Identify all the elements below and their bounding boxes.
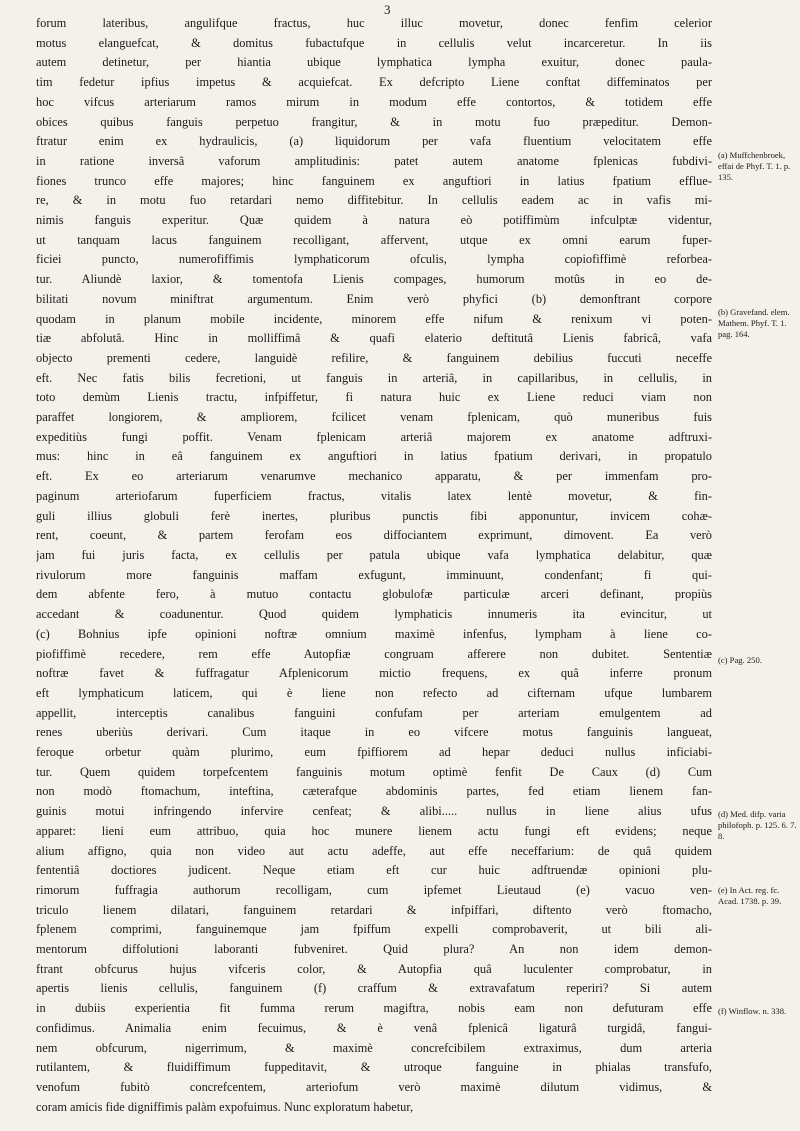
text-line: dem abfente fero, à mutuo contactu globulofæ particulæ arceri definant, propiùs bbox=[36, 587, 712, 602]
page-number: 3 bbox=[384, 2, 391, 17]
text-line: rivulorum more fanguinis maffam exfugunt, imminuunt, condenfant; fi qui- bbox=[36, 567, 712, 582]
text-line: ftrant obfcurus hujus vifceris color, & Autopfia quâ luculenter comprobatur, in bbox=[36, 961, 712, 976]
text-line: jam fui juris facta, ex cellulis per patula ubique vafa lymphatica delabitur, quæ bbox=[36, 547, 712, 562]
text-line: paraffet longiorem, & ampliorem, fcilicet venam fplenicam, quò muneribus fuis bbox=[36, 410, 712, 425]
text-line: mentorum diffolutioni laboranti fubveniret. Quid plura? An non idem demon- bbox=[36, 942, 712, 957]
text-line: ut tanquam lacus fanguinem recolligant, affervent, utque ex omni earum fuper- bbox=[36, 232, 712, 247]
text-line: fententiâ doctiores judicent. Neque etiam eft cur huic adftruendæ opinioni plu- bbox=[36, 863, 712, 878]
text-line: renes uberiùs derivari. Cum itaque in eo vifcere motus fanguinis langueat, bbox=[36, 725, 712, 740]
text-line: coram amicis fide digniffimis palàm expofuimus. Nunc exploratum habetur, bbox=[36, 1099, 414, 1114]
margin-note-d: (d) Med. difp. varia philofoph. p. 125. 6. 7. 8. bbox=[718, 809, 797, 841]
body-text bbox=[36, 14, 712, 1117]
text-line: apertis lienis cellulis, fanguinem (f) craffum & extravafatum reperiri? Si autem bbox=[36, 981, 712, 996]
margin-note-b: (b) Gravefand. elem. Mathem. Phyf. T. 1. pag. 164. bbox=[718, 307, 790, 339]
text-line: rent, coeunt, & partem ferofam eos diffociantem exprimunt, dimovent. Ea verò bbox=[36, 528, 712, 543]
margin-note-a: (a) Muffchenbroek, effai de Phyf. T. 1. p. 135. bbox=[718, 150, 791, 182]
text-line: (c) Bohnius ipfe opinioni noftræ omnium maximè infenfus, lympham à liene co- bbox=[36, 626, 712, 641]
text-line: objecto prementi cedere, languidè refilire, & fanguinem debilius fuccuti neceffe bbox=[36, 350, 712, 365]
text-line: fplenem comprimi, fanguinemque jam fpiffum expelli comprobaverit, ut bili ali- bbox=[36, 922, 712, 937]
margin-note-e: (e) In Act. reg. fc. Acad. 1738. p. 39. bbox=[718, 885, 782, 906]
text-line: eft. Nec fatis bilis fecretioni, ut fanguis in arteriâ, in capillaribus, in cellulis, in bbox=[36, 370, 712, 385]
text-line: eft. Ex eo arteriarum venarumve mechanico apparatu, & per immenfam pro- bbox=[36, 469, 712, 484]
text-line: tur. Quem quidem torpefcentem fanguinis motum optimè fenfit De Caux (d) Cum bbox=[36, 764, 712, 779]
text-line: tur. Aliundè laxior, & tomentofa Lienis compages, humorum motûs in eo de- bbox=[36, 272, 712, 287]
text-line: rutilantem, & fluidiffimum fuppeditavit, & utroque fanguine in phialas transfufo, bbox=[36, 1060, 712, 1075]
text-line: quodam in planum mobile incidente, minorem effe nifum & renixum vi poten- bbox=[36, 311, 712, 326]
text-line: noftræ favet & fuffragatur Afplenicorum mictio frequens, ex quâ inferre pronum bbox=[36, 666, 712, 681]
text-line: motus elanguefcat, & domitus fubactufque in cellulis velut incarceretur. In iis bbox=[36, 35, 712, 50]
text-line: venofum fubitò concrefcentem, arteriofum verò maximè dilutum vidimus, & bbox=[36, 1079, 712, 1094]
text-line: tim fedetur ipfius impetus & acquiefcat. Ex defcripto Liene conftat diffeminatos per bbox=[36, 75, 712, 90]
text-line: accedant & coadunentur. Quod quidem lymphaticis innumeris ita evincitur, ut bbox=[36, 607, 712, 622]
text-line: fiones trunco effe majores; hinc fanguinem ex anguftiori in latius fpatium efflue- bbox=[36, 173, 712, 188]
text-line: in ratione inversâ vaforum amplitudinis: patet autem anatome fplenicas fubdivi- bbox=[36, 153, 712, 168]
text-line: appellit, interceptis canalibus fanguini confufam per arteriam emulgentem ad bbox=[36, 705, 712, 720]
text-line: bilitati novum miniftrat argumentum. Enim verò phyfici (b) demonftrant corpore bbox=[36, 291, 712, 306]
text-line: forum lateribus, angulifque fractus, huc illuc movetur, donec fenfim celerior bbox=[36, 16, 712, 30]
text-line: nimis fanguis experitur. Quæ quidem à natura eò potiffimùm infculptæ videntur, bbox=[36, 213, 712, 228]
text-line: alium affigno, quia non video aut actu adeffe, aut effe neceffarium: de quâ quidem bbox=[36, 843, 712, 858]
text-line: obices quibus fanguis perpetuo frangitur, & in motu fuo præpeditur. Demon- bbox=[36, 114, 712, 129]
text-line: confidimus. Animalia enim fecuimus, & è venâ fplenicâ ligaturâ turgidâ, fangui- bbox=[36, 1020, 712, 1035]
text-line: tiæ abfolutâ. Hinc in molliffimâ & quafi elaterio deftitutâ Lienis fabricâ, vafa bbox=[36, 331, 712, 346]
text-line: re, & in motu fuo retardari nemo diffitebitur. In cellulis eadem ac in vafis mi- bbox=[36, 193, 712, 208]
text-line: rimorum fuffragia authorum recolligam, cum ipfemet Lieutaud (e) vacuo ven- bbox=[36, 882, 712, 897]
text-line: eft lymphaticum laticem, qui è liene non refecto ad cifternam ufque lumbarem bbox=[36, 685, 712, 700]
margin-note-f: (f) Winflow. n. 338. bbox=[718, 1006, 787, 1016]
text-line: guinis motui infringendo infervire cenfeat; & alibi..... nullus in liene alius ufus bbox=[36, 804, 712, 819]
text-line: mus: hinc in eâ fanguinem ex anguftiori in latius fpatium derivari, in propatulo bbox=[36, 449, 712, 464]
text-line: ftratur enim ex hydraulicis, (a) liquidorum per vafa fluentium velocitatem effe bbox=[36, 134, 712, 149]
margin-notes bbox=[718, 0, 798, 1131]
text-line: hoc vifcus arteriarum ramos mirum in modum effe contortos, & totidem effe bbox=[36, 94, 712, 109]
text-line: toto demùm Lienis tractu, infpiffetur, fi natura huic ex Liene reduci viam non bbox=[36, 390, 712, 405]
text-line: apparet: lieni eum attribuo, quia hoc munere lienem actu fungi eft evidens; neque bbox=[36, 823, 712, 838]
text-line: triculo lienem dilatari, fanguinem retardari & infpiffari, diftento verò ftomacho, bbox=[36, 902, 712, 917]
text-line: nem obfcurum, nigerrimum, & maximè concrefcibilem extraximus, dum arteria bbox=[36, 1040, 712, 1055]
margin-note-c: (c) Pag. 250. bbox=[718, 655, 762, 665]
text-line: autem detinetur, per hiantia ubique lymphatica lympha exuitur, donec paula- bbox=[36, 55, 712, 70]
text-line: non modò ftomachum, inteftina, cæterafque abdominis partes, fed etiam lienem fan- bbox=[36, 784, 712, 799]
text-line: piofiffimè recedere, rem effe Autopfiæ congruam afferere non dubitet. Sententiæ bbox=[36, 646, 712, 661]
text-line: paginum arteriofarum fuperficiem fractus, vitalis latex lentè movetur, & fin- bbox=[36, 488, 712, 503]
text-line: ficiei puncto, numerofiffimis lymphaticorum ofculis, lympha copiofiffimè reforbea- bbox=[36, 252, 712, 267]
text-line: feroque orbetur quàm plurimo, eum fpiffiorem ad hepar deduci nullus inficiabi- bbox=[36, 745, 712, 760]
text-line: in dubiis experientia fit fumma rerum magiftra, nobis eam non defuturam effe bbox=[36, 1001, 712, 1016]
text-line: expeditiùs fungi poffit. Venam fplenicam arteriâ majorem ex anatome adftruxi- bbox=[36, 429, 712, 444]
text-line: guli illius globuli ferè inertes, pluribus punctis fibi apponuntur, invicem cohæ- bbox=[36, 508, 712, 523]
